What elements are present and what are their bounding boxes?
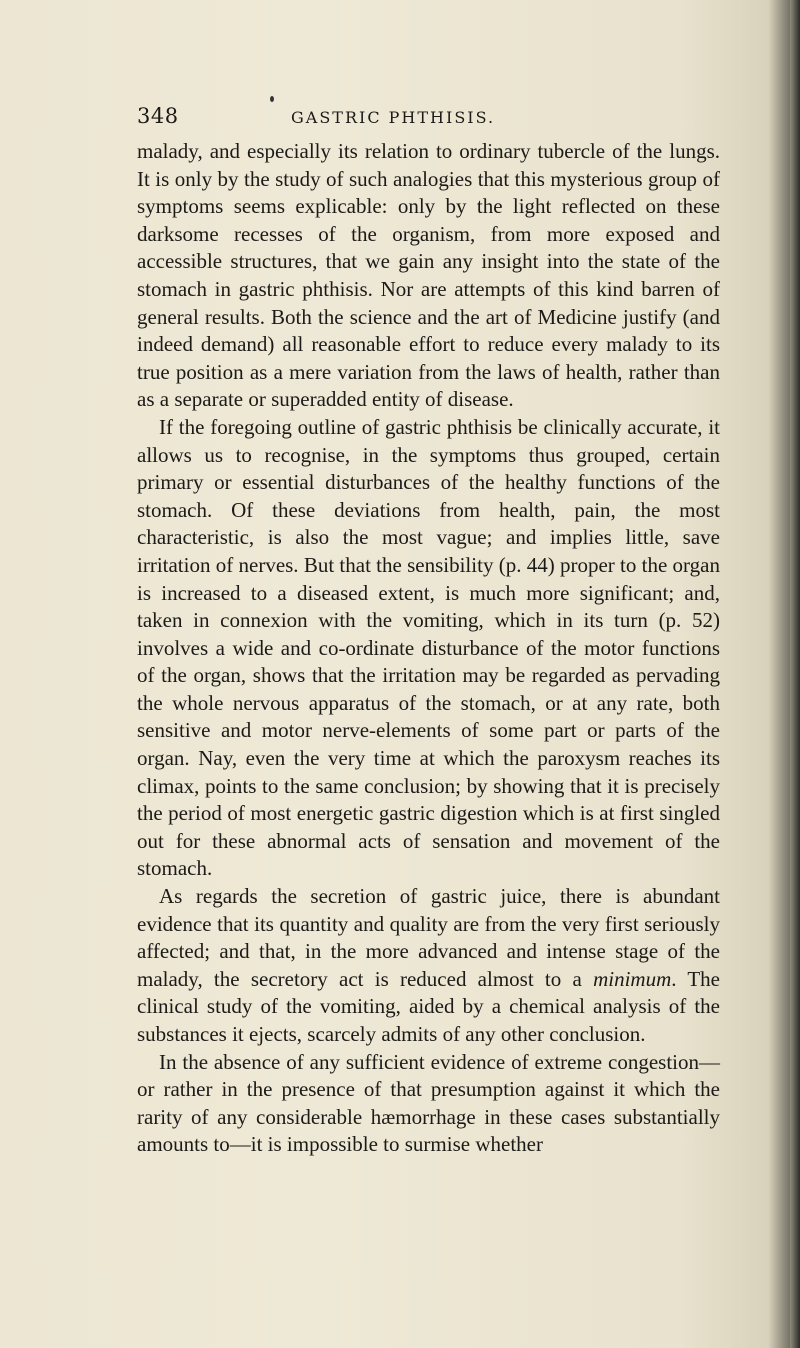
page-header [137,104,697,134]
paragraph [137,414,720,883]
paragraph [137,138,720,414]
running-head: GASTRIC PHTHISIS. [291,108,496,127]
body-text [137,138,720,1159]
paragraph-text: In the absence of any sufficient evidence of extreme congestion—or rather in the presence of that presumption against it which the rarity of any considerable hæmorrhage in these cases substantially amounts to—it is impossible to surmise whether [137,1049,720,1157]
paragraph [137,1049,720,1159]
paragraph-text: If the foregoing outline of gastric phthisis be clinically accurate, it allows us to recognise, in the symptoms thus grouped, certain primary or essential disturbances of the healthy functions of the stomach. Of these deviations from health, pain, the most characteristic, is also the most vague; and implies little, save irritation of nerves. But that the sensibility (p. 44) proper to the organ is increased to a diseased extent, is much more significant; and, taken in connexion with the vomiting, which in its turn (p. 52) involves a wide and co-ordinate disturbance of the motor functions of the organ, shows that the irritation may be regarded as pervading the whole nervous apparatus of the stomach, or at any rate, both sensitive and motor nerve-elements of some part or parts of the organ. Nay, even the very time at which the paroxysm reaches its climax, points to the same conclusion; by showing that it is precisely the period of most energetic gastric digestion which is at first singled out for these abnormal acts of sensation and movement of the stomach. [137,414,720,881]
paragraph-text: As regards the secretion of gastric juice, there is abundant evidence that its quantity and quality are from the very first seriously affected; and that, in the more advanced and intense stage of the malady, the secretory act is reduced almost to a [137,884,720,991]
italic-term: minimum [593,966,672,991]
ink-speck [270,96,274,102]
paragraph [137,883,720,1049]
paragraph-text: malady, and especially its relation to ordinary tubercle of the lungs. It is only by the study of such analogies that this mysterious group of symptoms seems explicable: only by the light reflected on these darksome recesses of the organism, from more exposed and accessible structures, that we gain any insight into the state of the stomach in gastric phthisis. Nor are attempts of this kind barren of general results. Both the science and the art of Medicine justify (and indeed demand) all reasonable effort to reduce every malady to its true position as a mere variation from the laws of health, rather than as a separate or superadded entity of disease. [137,139,720,412]
paragraph-text: . The clinical study of the vomiting, aided by a chemical analysis of the substances it ejects, scarcely admits of any other conclusion. [137,966,720,1046]
page-edge-shadow [790,0,800,1348]
page-number: 348 [137,104,179,128]
